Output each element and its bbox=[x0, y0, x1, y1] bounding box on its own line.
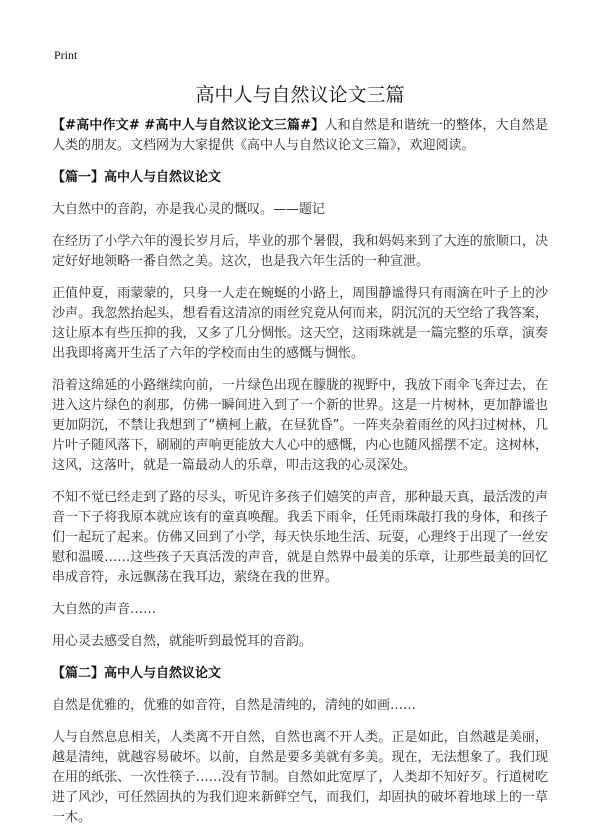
section-2-paragraph: 人与自然息息相关，人类离不开自然，自然也离不开人类。正是如此，自然越是美丽，越是清纯，就越容易破坏。以前，自然是要多美就有多美。现在，无法想象了。我们现在用的纸张、一次性筷子……没有节制。自然如此宽厚了，人类却不知好歹。行道树吃进了风沙，可任然固执的为我们迎来新鲜空气，而我们，却固执的破坏着地球上的一草一木。 bbox=[52, 730, 548, 825]
intro-paragraph bbox=[52, 116, 548, 156]
article-body bbox=[52, 116, 548, 840]
print-link[interactable]: Print bbox=[54, 48, 78, 62]
section-1-paragraph: 沿着这绵延的小路继续向前，一片绿色出现在朦胧的视野中，我放下雨伞飞奔过去，在进入这片绿色的刹那，仿佛一瞬间进入到了一个新的世界。这是一片树林，更加静谧也更加阴沉，不禁让我想到了“横柯上蔽，在昼犹昏”。一阵夹杂着雨丝的风扫过树林，几片叶子随风落下，刷刷的声响更能放大人心中的感慨，内心也随风摇摆不定。这树林，这风，这落叶，就是一篇最动人的乐章，叩击这我的心灵深处。 bbox=[52, 378, 548, 473]
section-2-paragraph: 自然是优雅的，优雅的如音符，自然是清纯的，清纯的如画…… bbox=[52, 698, 417, 713]
intro-text: 人和自然是和谐统一的整体，大自然是人类的朋友。文档网为大家提供《高中人与自然议论文三篇》，欢迎阅读。 bbox=[52, 118, 548, 153]
section-1-paragraph: 不知不觉已经走到了路的尽头，听见许多孩子们嬉笑的声音，那种最天真，最活泼的声音一下子将我原本就应该有的童真唤醒。我丢下雨伞，任凭雨珠敲打我的身体，和孩子们一起玩了起来。仿佛又回到了小学，每天快乐地生活、玩耍，心理终于出现了一丝安慰和温暖……这些孩子天真活泼的声音，就是自然界中最美的乐章，让那些最美的回忆串成音符，永远飘荡在我耳边，萦绕在我的世界。 bbox=[52, 490, 548, 585]
section-1-heading: 【篇一】高中人与自然议论文 bbox=[52, 170, 222, 185]
section-1-paragraph: 用心灵去感受自然，就能听到最悦耳的音韵。 bbox=[52, 634, 313, 649]
intro-tag: 【#高中作文# #高中人与自然议论文三篇#】 bbox=[52, 118, 325, 133]
section-1-paragraph: 大自然的声音…… bbox=[52, 602, 157, 617]
section-1-paragraph: 正值仲夏，雨蒙蒙的，只身一人走在蜿蜒的小路上，周围静谧得只有雨滴在叶子上的沙沙声。我忽然抬起头，想看看这清凉的雨丝究竟从何而来，阴沉沉的天空给了我答案，这让原本有些压抑的我，又多了几分惆怅。这天空，这雨珠就是一篇完整的乐章，演奏出我即将离开生活了六年的学校而由生的感慨与惆怅。 bbox=[52, 286, 548, 361]
section-1-paragraph: 大自然中的音韵，亦是我心灵的慨叹。——题记 bbox=[52, 202, 326, 217]
section-1-paragraph: 在经历了小学六年的漫长岁月后，毕业的那个暑假，我和妈妈来到了大连的旅顺口，决定好好地领略一番自然之美。这次，也是我六年生活的一种宣泄。 bbox=[52, 234, 548, 269]
page-title: 高中人与自然议论文三篇 bbox=[195, 84, 405, 106]
section-2-heading: 【篇二】高中人与自然议论文 bbox=[52, 666, 222, 681]
